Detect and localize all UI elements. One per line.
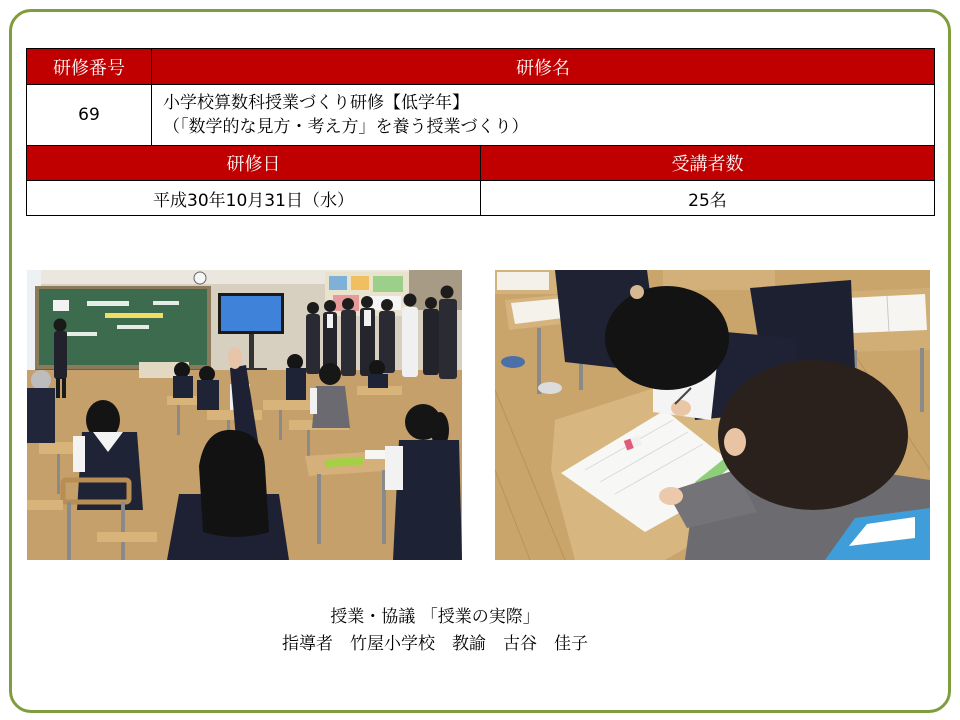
shoe — [538, 382, 562, 394]
student-head — [174, 362, 190, 378]
student-sleeve — [73, 436, 85, 472]
desk-leg — [177, 405, 180, 435]
table-header-row — [27, 49, 935, 85]
training-date: 平成30年10月31日（水） — [27, 181, 481, 216]
chalk-writing — [87, 301, 129, 306]
observer-head — [361, 296, 373, 308]
observer-shirt — [364, 310, 371, 326]
observer-head — [342, 298, 354, 310]
student-hair — [605, 286, 729, 390]
student-sleeve — [385, 446, 403, 490]
chair-leg — [121, 502, 125, 560]
desk-top — [663, 270, 775, 290]
observer-head — [307, 302, 319, 314]
student-face — [724, 428, 746, 456]
table-row — [27, 181, 935, 216]
participant-count: 25名 — [481, 181, 935, 216]
student-hand — [671, 400, 691, 416]
teacher-body — [54, 331, 67, 379]
student-head — [319, 363, 341, 385]
desk-top — [263, 400, 317, 410]
desk-leg — [317, 474, 321, 544]
student-hair — [405, 404, 441, 440]
desk-leg — [279, 410, 282, 440]
training-name — [152, 85, 935, 146]
observer-shirt — [327, 314, 333, 328]
classroom-photo — [27, 270, 462, 560]
observer-body — [423, 309, 439, 375]
student-body — [197, 380, 219, 410]
chalk-writing — [67, 332, 97, 336]
students-writing-illustration — [495, 270, 930, 560]
hair-clip — [630, 285, 644, 299]
poster — [329, 276, 347, 290]
desk-top — [97, 532, 157, 542]
magnet-card — [53, 300, 69, 311]
observer-body — [306, 314, 320, 374]
raised-hand — [228, 347, 242, 369]
chalk-writing — [153, 301, 179, 305]
wall-clock — [194, 272, 206, 284]
tv-stand — [249, 334, 254, 370]
header-training-name: 研修名 — [152, 49, 935, 85]
photo-caption — [150, 604, 720, 658]
desk-leg — [57, 454, 60, 494]
teacher-leg — [62, 378, 66, 398]
training-name-line1: 小学校算数科授業づくり研修【低学年】 — [163, 93, 469, 113]
student-vest — [312, 386, 350, 428]
caption-instructor: 指導者 竹屋小学校 教諭 古谷 佳子 — [282, 634, 588, 654]
teacher-head — [54, 319, 67, 332]
student-body — [27, 388, 55, 443]
desk-leg — [307, 430, 310, 458]
training-name-line2: （「数学的な見方・考え方」を養う授業づくり） — [163, 117, 529, 137]
student-hand — [659, 487, 683, 505]
student-body — [286, 368, 306, 400]
observer-head — [324, 300, 336, 312]
shoe — [501, 356, 525, 368]
student-body — [393, 440, 462, 560]
observer-body — [402, 307, 418, 377]
training-number: 69 — [27, 85, 152, 146]
poster — [373, 276, 403, 292]
observer-head — [441, 286, 454, 299]
student-sleeve — [310, 388, 317, 414]
teacher-leg — [56, 378, 60, 398]
chalk-writing — [105, 313, 163, 318]
desk-leg — [537, 328, 541, 394]
observer-body — [439, 299, 457, 379]
desk-top — [27, 500, 63, 510]
header-participants: 受講者数 — [481, 146, 935, 181]
table-row — [27, 85, 935, 146]
tv-screen — [221, 296, 281, 331]
poster — [351, 276, 369, 290]
worksheet — [497, 272, 549, 290]
student-head — [287, 354, 303, 370]
desk-leg — [920, 348, 924, 412]
chalk-writing — [117, 325, 149, 329]
student-hair — [718, 360, 908, 510]
student-hair — [199, 430, 269, 537]
observer-head — [425, 297, 437, 309]
student-body — [368, 374, 388, 388]
observer-body — [341, 310, 356, 376]
student-body — [173, 376, 193, 398]
training-info-table — [26, 48, 935, 216]
student-head — [31, 370, 51, 390]
observer-head — [404, 294, 417, 307]
student-head — [199, 366, 215, 382]
student-head — [369, 360, 385, 376]
table-header-row — [27, 146, 935, 181]
students-writing-photo — [495, 270, 930, 560]
classroom-photo-illustration — [27, 270, 462, 560]
header-training-number: 研修番号 — [27, 49, 152, 85]
header-training-date: 研修日 — [27, 146, 481, 181]
observer-head — [381, 299, 393, 311]
caption-session-title: 授業・協議 「授業の実際」 — [330, 607, 540, 627]
chair-leg — [67, 502, 71, 560]
